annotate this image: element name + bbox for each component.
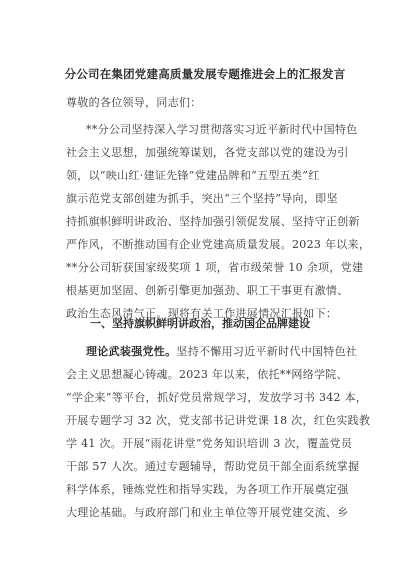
paragraph-line: 大理论基础。与政府部门和业主单位等开展党建交流、乡 (66, 506, 349, 519)
paragraph-line: 领，以“映山红·建证先锋”党建品牌和“五型五类”红 (66, 169, 320, 182)
paragraph-line: 根基更加坚固、创新引擎更加强劲、职工干事更有激情、 (66, 284, 349, 297)
paragraph-line: 旗示范党支部创建为抓手，突出“三个坚持”导向，即坚 (66, 192, 338, 205)
paragraph-line: 政治生态风清气正。现将有关工作进展情况汇报如下： (66, 307, 338, 320)
paragraph-line: 开展专题学习 32 次，党支部书记讲党课 18 次，红色实践教 (66, 414, 371, 427)
paragraph-line: “学企来”等平台，抓好党员常规学习，发放学习书 342 本， (66, 391, 368, 404)
paragraph-line-text: 坚持不懈用习近平新时代中国特色社 (176, 345, 358, 358)
salutation-line: 尊敬的各位领导，同志们： (66, 96, 202, 109)
section-heading: 一、坚持旗帜鲜明讲政治，推动国企品牌建设 (90, 317, 310, 330)
paragraph-line: 严作风，不断推动国有企业党建高质量发展。2023 年以来， (66, 238, 371, 251)
paragraph-line: 社会主义思想，加强统筹谋划，各党支部以党的建设为引 (66, 146, 349, 159)
paragraph-line: 科学体系，锤炼党性和指导实践，为各项工作开展奠定强 (66, 483, 349, 496)
paragraph-line: **分公司斩获国家级奖项 1 项，省市级荣誉 10 余项，党建 (66, 261, 364, 274)
section-paragraph (66, 340, 371, 524)
intro-paragraph (66, 118, 371, 325)
paragraph-line: **分公司坚持深入学习贯彻落实习近平新时代中国特色 (86, 123, 358, 136)
paragraph-line: 学 41 次。开展“雨花讲堂”党务知识培训 3 次，覆盖党员 (66, 437, 353, 450)
paragraph-line: 干部 57 人次。通过专题辅导，帮助党员干部全面系统掌握 (66, 460, 360, 473)
paragraph-line: 持抓旗帜鲜明讲政治、坚持加强引领促发展、坚持守正创新 (66, 215, 360, 228)
salutation (66, 91, 351, 114)
paragraph-line: 会主义思想凝心铸魂。2023 年以来，依托**网络学院、 (66, 368, 348, 381)
paragraph-lead: 理论武装强党性。 (86, 345, 177, 358)
paragraph-line (66, 340, 358, 363)
document-title: 分公司在集团党建高质量发展专题推进会上的汇报发言 (64, 67, 346, 81)
